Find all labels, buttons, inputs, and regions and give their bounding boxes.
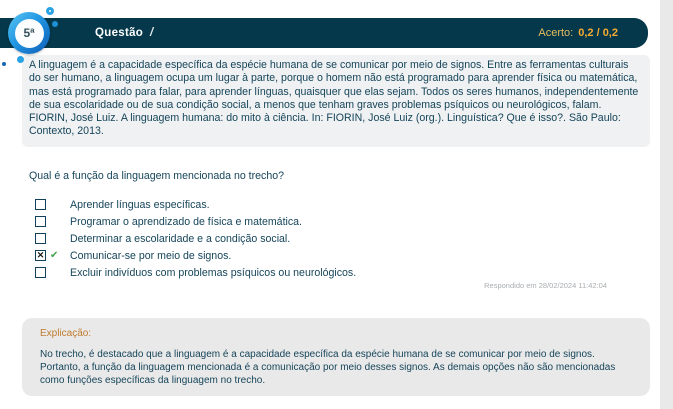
score-value: 0,2 / 0,2 bbox=[578, 27, 618, 39]
checkbox-checked[interactable]: ✕ bbox=[36, 250, 45, 260]
option-row[interactable] bbox=[35, 264, 356, 281]
question-number: 5ª bbox=[15, 19, 44, 48]
answered-timestamp: Respondido em 28/02/2024 11:42:04 bbox=[484, 281, 607, 290]
option-row[interactable] bbox=[35, 230, 356, 247]
options-list bbox=[35, 196, 356, 281]
checkbox-unchecked[interactable] bbox=[35, 267, 46, 278]
explanation-box bbox=[22, 318, 650, 396]
option-row[interactable] bbox=[35, 196, 356, 213]
checkbox-unchecked[interactable] bbox=[35, 216, 46, 227]
bubble-icon bbox=[46, 7, 54, 15]
option-row-selected[interactable] bbox=[35, 247, 356, 264]
option-label: Aprender línguas específicas. bbox=[70, 198, 210, 211]
question-title: Questão bbox=[95, 27, 144, 39]
badge-ring-icon bbox=[8, 12, 50, 54]
score-label: Acerto: bbox=[538, 27, 574, 39]
question-text: Qual é a função da linguagem mencionada no trecho? bbox=[29, 170, 285, 182]
question-number-badge bbox=[8, 12, 50, 54]
bubble-icon bbox=[2, 62, 6, 66]
option-label: Determinar a escolaridade e a condição social. bbox=[70, 232, 291, 245]
scrollbar[interactable] bbox=[660, 0, 673, 409]
checkbox-unchecked[interactable] bbox=[35, 199, 46, 210]
bubble-icon bbox=[17, 56, 24, 63]
option-label: Comunicar-se por meio de signos. bbox=[70, 249, 232, 262]
score-display bbox=[538, 18, 618, 48]
explanation-body: No trecho, é destacado que a linguagem é a capacidade específica da espécie humana de se comunicar por meio de signos. Portanto, a função da linguagem mencionada é a comunicação por meio desses signos. As demais opções não são mencionadas como funções específicas da linguagem no trecho. bbox=[40, 349, 616, 386]
option-row[interactable] bbox=[35, 213, 356, 230]
option-label: Excluir indivíduos com problemas psíquicos ou neurológicos. bbox=[70, 266, 357, 279]
explanation-title: Explicação: bbox=[40, 328, 92, 339]
option-label: Programar o aprendizado de física e matemática. bbox=[70, 215, 303, 228]
bubble-icon bbox=[52, 21, 58, 27]
question-header-bar bbox=[0, 18, 648, 48]
checkbox-unchecked[interactable] bbox=[35, 233, 46, 244]
slash-icon: / bbox=[150, 27, 154, 39]
correct-check-icon: ✔ bbox=[50, 249, 59, 261]
question-passage: A linguagem é a capacidade específica da espécie humana de se comunicar por meio de signos. Entre as ferramentas culturais do ser humano, a linguagem ocupa um lugar à parte, porque o homem não está programado para aprender física ou matemática, mas está programado para falar, para aprender línguas, quaisquer que elas sejam. Todos os seres humanos, independentemente de sua escolaridade ou de sua condição social, a menos que tenham graves problemas psíquicos ou neurológicos, falam. FIORIN, José Luiz. A linguagem humana: do mito à ciência. In: FIORIN, José Luiz (org.). Linguística? Que é isso?. São Paulo: Contexto, 2013. bbox=[22, 55, 650, 147]
